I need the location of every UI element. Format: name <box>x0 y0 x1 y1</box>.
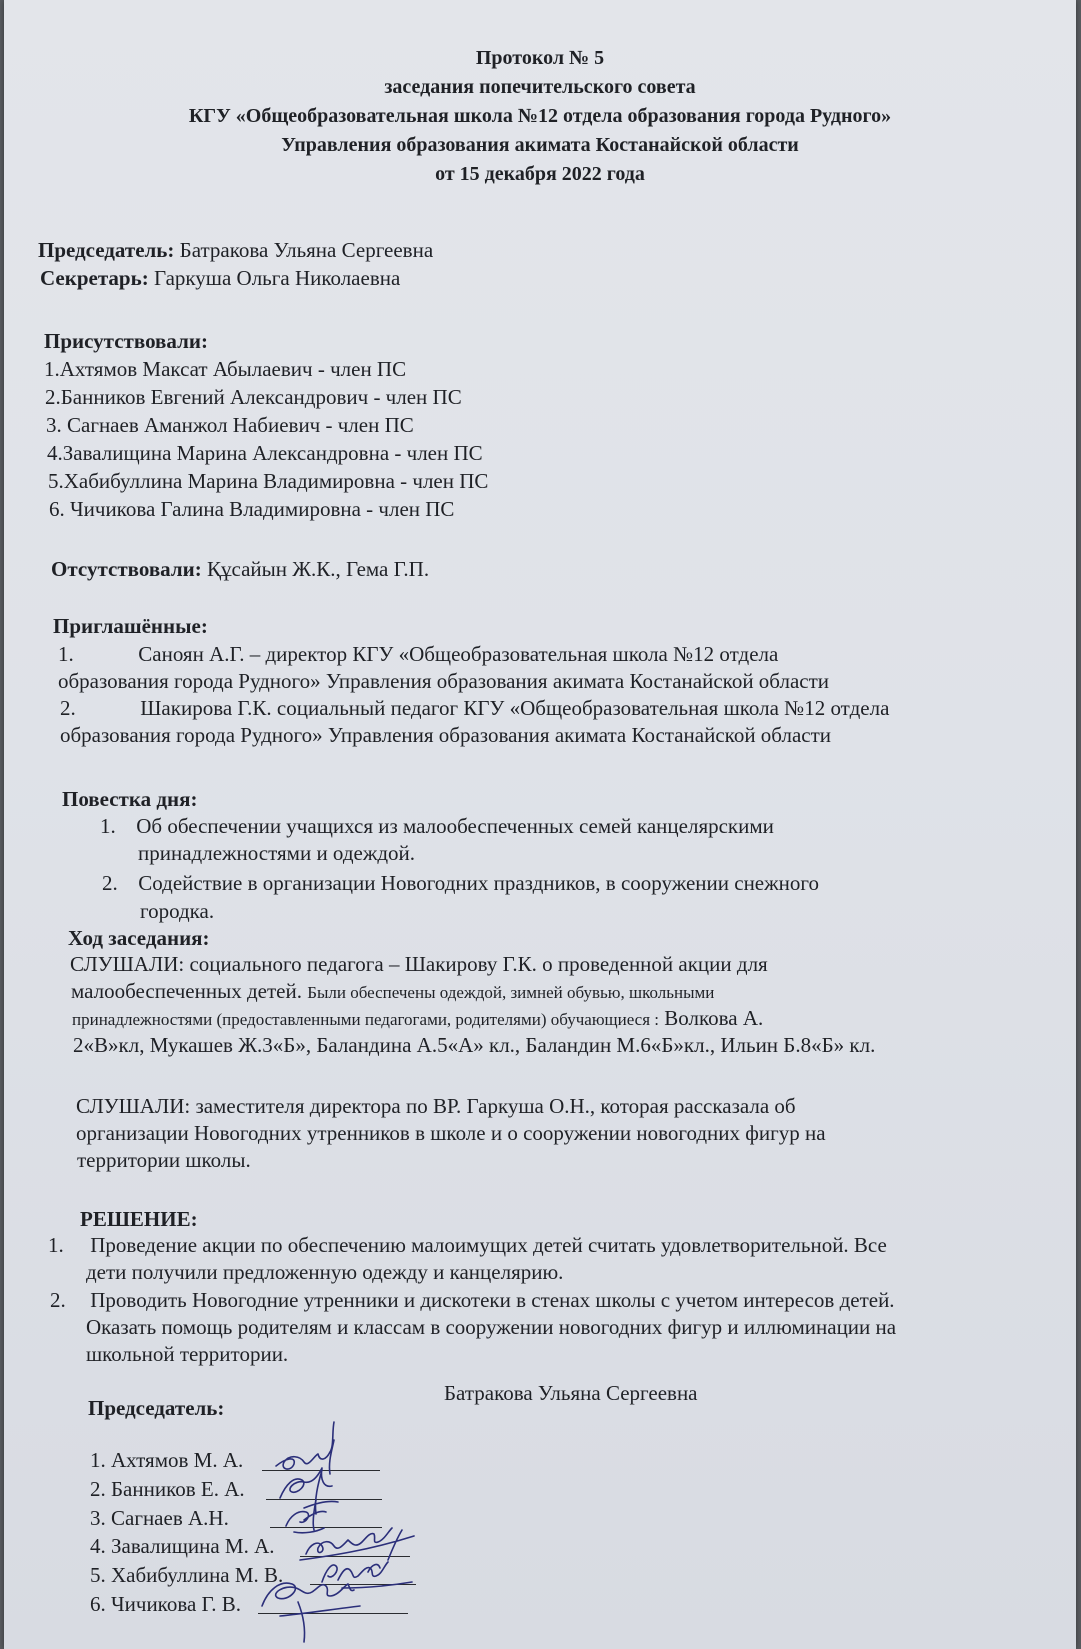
decision-num: 2. <box>50 1288 66 1312</box>
decision-item-2-line3: школьной территории. <box>86 1342 289 1366</box>
handwritten-signatures <box>4 0 1076 1649</box>
present-item: 2.Банников Евгений Александрович - член ПС <box>45 385 462 409</box>
chair-signature-label: Председатель: <box>88 1396 225 1420</box>
department-name: Управления образования акимата Костанайской области <box>281 134 799 156</box>
heard2-line2: организации Новогодних утренников в школе и о сооружении новогодних фигур на <box>76 1121 826 1145</box>
signature-zavalishchina <box>300 1528 414 1560</box>
chairman-name: Батракова Ульяна Сергеевна <box>179 238 434 262</box>
signature-akhtyamov <box>276 1422 334 1474</box>
decision-text: Проводить Новогодние утренники и дискотеки в стенах школы с учетом интересов детей. <box>90 1288 895 1312</box>
heard1-text: малообеспеченных детей. <box>71 979 308 1003</box>
agenda-num: 1. <box>100 814 116 838</box>
invited-num: 1. <box>58 642 74 666</box>
member-signature-row: 6. Чичикова Г. В. <box>90 1592 242 1616</box>
agenda-text: Содействие в организации Новогодних праздников, в сооружении снежного <box>138 871 819 895</box>
agenda-label: Повестка дня: <box>62 787 198 811</box>
meeting-date: от 15 декабря 2022 года <box>435 163 645 185</box>
signature-khabibullina <box>322 1562 412 1588</box>
member-signature-row: 1. Ахтямов М. А. <box>90 1448 244 1472</box>
invited-num: 2. <box>60 696 76 720</box>
present-item: 1.Ахтямов Максат Абылаевич - член ПС <box>44 357 407 381</box>
chairman-label: Председатель: <box>38 238 175 262</box>
present-label: Присутствовали: <box>44 329 208 353</box>
document-page <box>4 0 1076 1649</box>
member-signature-row: 5. Хабибуллина М. В. <box>90 1563 284 1587</box>
invited-label: Приглашённые: <box>53 614 208 638</box>
signature-chichikova <box>262 1583 360 1642</box>
proceedings-label: Ход заседания: <box>68 926 210 950</box>
heard1-text-small: Были обеспечены одеждой, зимней обувью, школьными <box>307 983 715 1002</box>
secretary-label: Секретарь: <box>40 266 149 290</box>
decision-label: РЕШЕНИЕ: <box>80 1207 198 1231</box>
invited-item-1-line2: образования города Рудного» Управления образования акимата Костанайской области <box>58 669 830 693</box>
invited-item-2-line2: образования города Рудного» Управления образования акимата Костанайской области <box>60 723 832 747</box>
heard1-line1: СЛУШАЛИ: социального педагога – Шакирову Г.К. о проведенной акции для <box>70 952 768 976</box>
decision-num: 1. <box>48 1233 64 1257</box>
member-signature-row: 2. Банников Е. А. <box>90 1477 245 1501</box>
signature-sagnaev <box>286 1500 326 1533</box>
member-signature-row: 3. Сагнаев А.Н. <box>90 1506 229 1530</box>
invited-text: Шакирова Г.К. социальный педагог КГУ «Общеобразовательная школа №12 отдела <box>140 696 890 720</box>
member-signature-row: 4. Завалищина М. А. <box>90 1534 275 1558</box>
heard1-text-small: принадлежностями (предоставленными педагогами, родителями) обучающиеся : <box>72 1010 660 1029</box>
protocol-title: Протокол № 5 <box>475 47 605 69</box>
agenda-text: Об обеспечении учащихся из малообеспеченных семей канцелярскими <box>136 814 774 838</box>
heard2-line3: территории школы. <box>77 1148 251 1172</box>
present-item: 3. Сагнаев Аманжол Набиевич - член ПС <box>46 413 414 437</box>
present-item: 4.Завалищина Марина Александровна - член ПС <box>47 441 483 465</box>
secretary-name: Гаркуша Ольга Николаевна <box>153 266 401 290</box>
chair-signature-name: Батракова Ульяна Сергеевна <box>444 1381 698 1405</box>
decision-item-1-line2: дети получили предложенную одежду и канцелярию. <box>86 1260 564 1284</box>
agenda-item-1-line2: принадлежностями и одеждой. <box>138 841 416 865</box>
absent-label: Отсутствовали: <box>51 557 202 581</box>
agenda-item-2-line2: городка. <box>140 899 215 923</box>
present-item: 5.Хабибуллина Марина Владимировна - член ПС <box>48 469 489 493</box>
present-item: 6. Чичикова Галина Владимировна - член ПС <box>49 497 455 521</box>
agenda-num: 2. <box>102 871 118 895</box>
decision-item-2-line2: Оказать помощь родителям и классам в сооружении новогодних фигур и иллюминации на <box>86 1315 897 1339</box>
meeting-subtitle: заседания попечительского совета <box>384 76 696 98</box>
heard2-line1: СЛУШАЛИ: заместителя директора по ВР. Гаркуша О.Н., которая рассказала об <box>76 1094 796 1118</box>
heard1-text: Волкова А. <box>664 1006 764 1030</box>
absent-names: Құсайын Ж.К., Гема Г.П. <box>206 557 430 581</box>
signature-bannikov <box>280 1468 338 1514</box>
decision-text: Проведение акции по обеспечению малоимущих детей считать удовлетворительной. Все <box>90 1233 887 1257</box>
school-name: КГУ «Общеобразовательная школа №12 отдела образования города Рудного» <box>188 105 892 127</box>
heard1-line4: 2«В»кл, Мукашев Ж.3«Б», Баландина А.5«А» кл., Баландин М.6«Б»кл., Ильин Б.8«Б» кл. <box>73 1033 876 1057</box>
invited-text: Саноян А.Г. – директор КГУ «Общеобразовательная школа №12 отдела <box>138 642 779 666</box>
